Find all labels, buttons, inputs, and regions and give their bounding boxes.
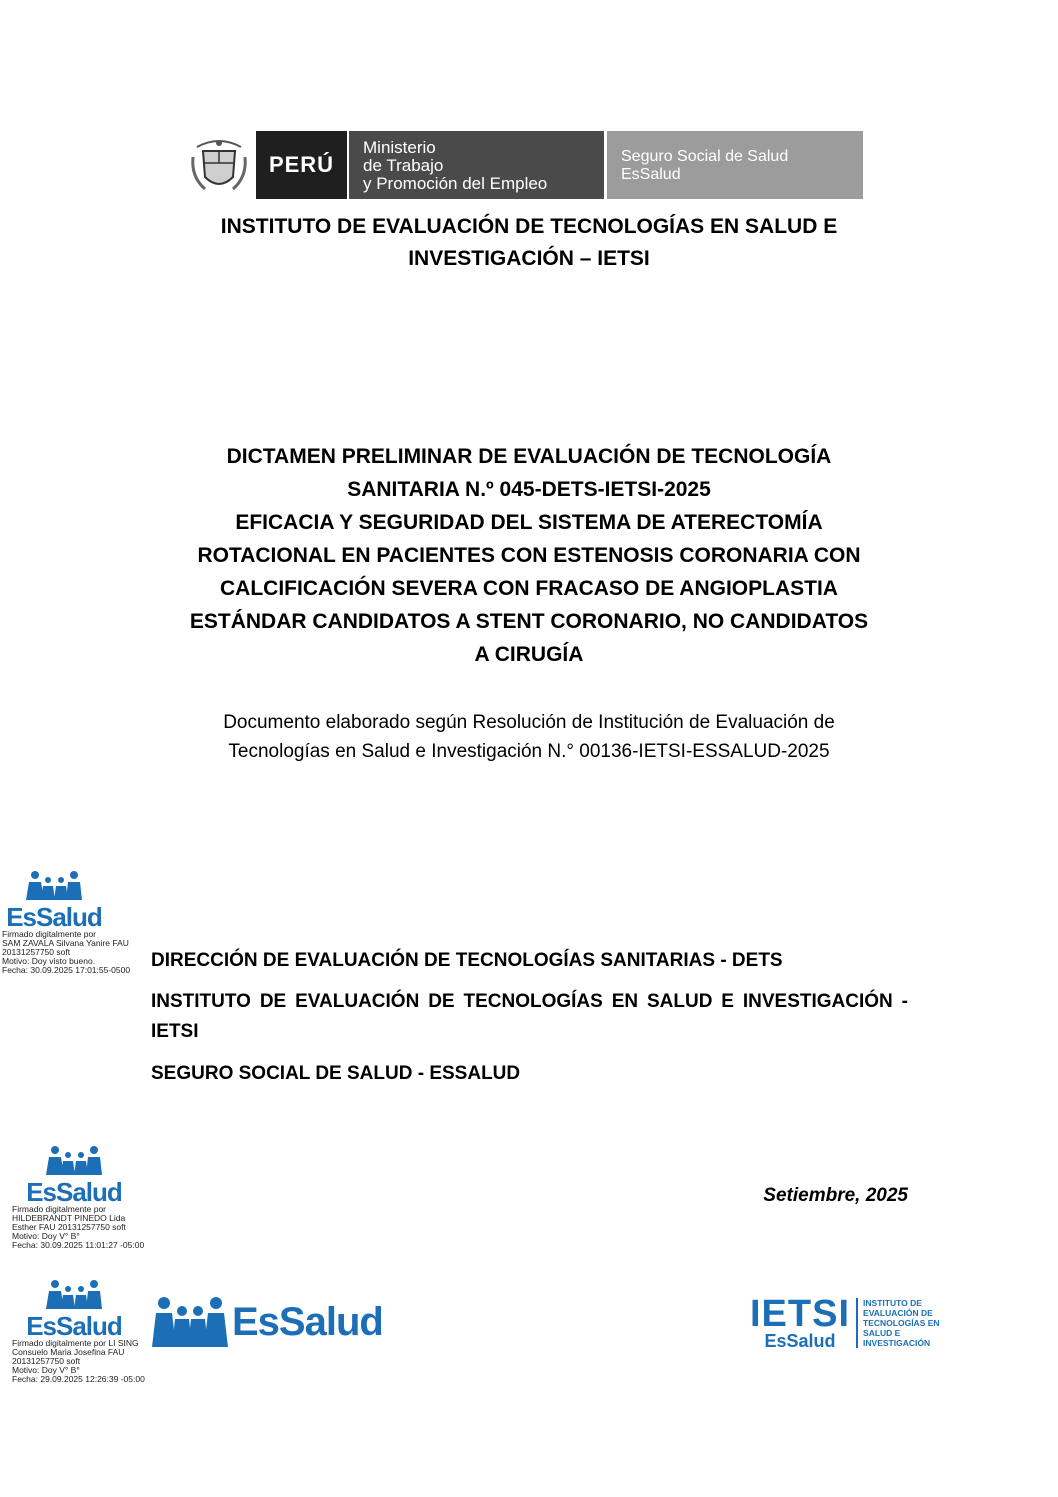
signature-line: Consuelo Maria Josefina FAU	[12, 1347, 125, 1357]
family-icon	[152, 1295, 228, 1349]
subtitle-line: Documento elaborado según Resolución de Institución de Evaluación de	[223, 712, 835, 733]
signature-stamp	[12, 1279, 145, 1384]
ietsi-word: IETSI	[750, 1293, 851, 1335]
signature-line: Motivo: Doy visto bueno.	[2, 956, 96, 966]
essalud-footer-logo	[152, 1295, 383, 1349]
ietsi-desc-line: TECNOLOGÍAS EN	[863, 1318, 940, 1328]
peru-label: PERÚ	[256, 131, 349, 199]
signature-line: Motivo: Doy V° B°	[12, 1365, 80, 1375]
ietsi-desc-line: INVESTIGACIÓN	[863, 1338, 931, 1348]
heading-line: INVESTIGACIÓN – IETSI	[408, 247, 650, 270]
signature-stamp	[12, 1145, 144, 1250]
family-icon	[46, 1279, 102, 1313]
social-security-name: SEGURO SOCIAL DE SALUD - ESSALUD	[151, 1063, 521, 1084]
signature-line: Fecha: 30.09.2025 17:01:55-0500	[2, 965, 131, 975]
institute-name: INSTITUTO DE EVALUACIÓN DE TECNOLOGÍAS EN SALUD E INVESTIGACIÓN - IETSI	[151, 991, 908, 1042]
title-line: SANITARIA N.º 045-DETS-IETSI-2025	[347, 478, 711, 501]
signature-line: Motivo: Doy V° B°	[12, 1231, 80, 1241]
document-title	[140, 440, 918, 671]
essalud-line: EsSalud	[621, 166, 681, 183]
signature-line: Firmado digitalmente por LI SING	[12, 1338, 139, 1348]
essalud-line: Seguro Social de Salud	[621, 148, 789, 165]
signature-line: Fecha: 29.09.2025 12:26:39 -05:00	[12, 1374, 145, 1384]
subtitle-line: Tecnologías en Salud e Investigación N.° 00136-IETSI-ESSALUD-2025	[228, 741, 830, 762]
ministry-line: de Trabajo	[363, 156, 444, 175]
ietsi-essalud-word: EsSalud	[764, 1331, 836, 1351]
document-subtitle	[150, 708, 908, 766]
ietsi-description	[856, 1298, 940, 1348]
ministry-label	[349, 131, 607, 199]
signature-line: 20131257750 soft	[2, 947, 71, 957]
heading-line: INSTITUTO DE EVALUACIÓN DE TECNOLOGÍAS EN SALUD E	[220, 215, 838, 238]
ministry-line: Ministerio	[363, 138, 436, 157]
essalud-footer-word: EsSalud	[232, 1299, 383, 1344]
signature-line: Firmado digitalmente por	[12, 1204, 107, 1214]
signature-details	[12, 1205, 144, 1250]
ministry-line: y Promoción del Empleo	[363, 174, 548, 193]
family-icon	[26, 870, 82, 904]
essalud-banner-label	[607, 131, 863, 199]
essalud-stamp-logo	[12, 1145, 136, 1205]
document-date: Setiembre, 2025	[763, 1185, 908, 1206]
signature-details	[2, 930, 130, 975]
signature-line: Fecha: 30.09.2025 11:01:27 -05:00	[12, 1240, 145, 1250]
essalud-stamp-word: EsSalud	[26, 1177, 122, 1207]
signature-line: HILDEBRANDT PINEDO Lida	[12, 1213, 126, 1223]
signature-details	[12, 1339, 145, 1384]
signature-line: Esther FAU 20131257750 soft	[12, 1222, 126, 1232]
ietsi-desc-line: EVALUACIÓN DE	[863, 1308, 933, 1318]
signature-stamp	[2, 870, 130, 975]
peru-coat-of-arms-icon	[182, 131, 256, 199]
ietsi-logo	[750, 1293, 940, 1351]
ietsi-desc-line: INSTITUTO DE	[863, 1298, 922, 1308]
title-line: DICTAMEN PRELIMINAR DE EVALUACIÓN DE TECNOLOGÍA	[226, 445, 832, 468]
title-line: EFICACIA Y SEGURIDAD DEL SISTEMA DE ATERECTOMÍA	[235, 511, 823, 534]
signature-line: SAM ZAVALA Silvana Yanire FAU	[2, 938, 129, 948]
institute-heading	[150, 211, 908, 275]
directorate-name: DIRECCIÓN DE EVALUACIÓN DE TECNOLOGÍAS SANITARIAS - DETS	[151, 950, 783, 971]
title-line: CALCIFICACIÓN SEVERA CON FRACASO DE ANGIOPLASTIA	[220, 577, 838, 600]
ietsi-mark	[750, 1293, 851, 1351]
title-line: ROTACIONAL EN PACIENTES CON ESTENOSIS CORONARIA CON	[197, 544, 861, 567]
essalud-stamp-word: EsSalud	[6, 902, 102, 932]
essalud-stamp-word: EsSalud	[26, 1311, 122, 1341]
title-line: A CIRUGÍA	[474, 643, 584, 666]
essalud-stamp-logo	[2, 870, 106, 930]
header-banner	[182, 131, 872, 199]
essalud-stamp-logo	[12, 1279, 136, 1339]
title-line: ESTÁNDAR CANDIDATOS A STENT CORONARIO, NO CANDIDATOS	[189, 610, 869, 633]
signature-line: 20131257750 soft	[12, 1356, 81, 1366]
family-icon	[46, 1145, 102, 1179]
ietsi-desc-line: SALUD E	[863, 1328, 901, 1338]
signature-line: Firmado digitalmente por	[2, 929, 97, 939]
